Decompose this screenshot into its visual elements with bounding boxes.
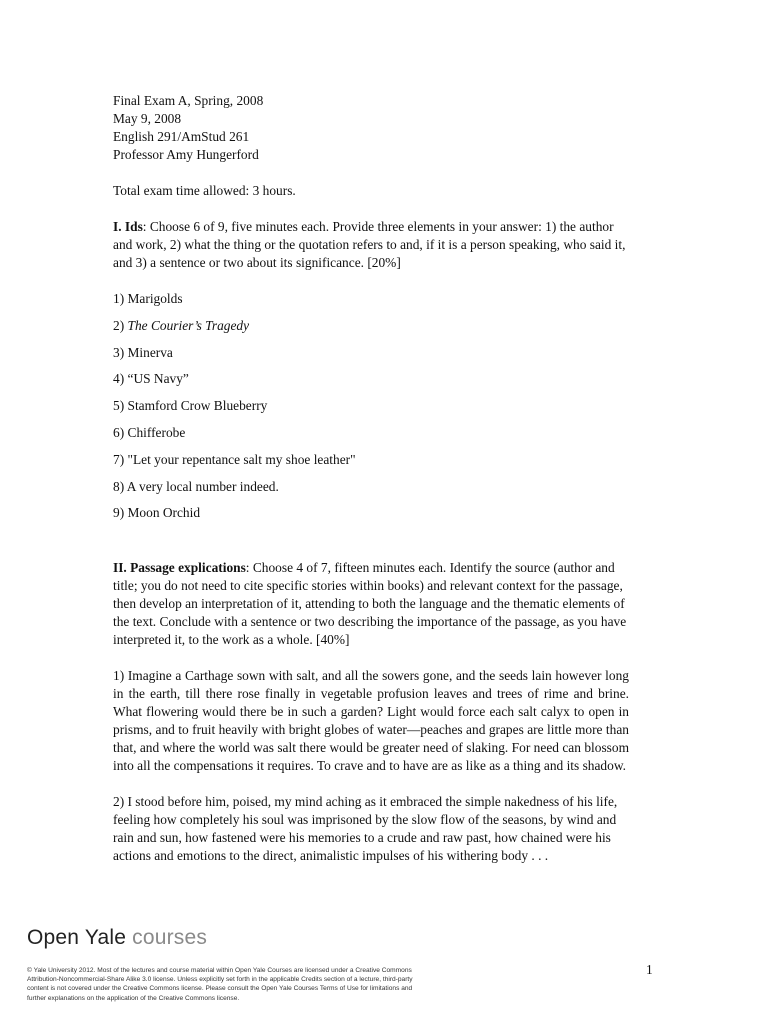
- course-number: English 291/AmStud 261: [113, 129, 250, 144]
- section1-instructions-text: : Choose 6 of 9, five minutes each. Provide three elements in your answer: 1) the author and work, 2) what the thing or the quotation refers to and, if it is a person speaking, who said it, and 3) a sentence or two about its significance. [20%]: [113, 219, 626, 270]
- id-item: [113, 424, 629, 442]
- section2-instructions-text: : Choose 4 of 7, fifteen minutes each. Identify the source (author and title; you do not need to cite specific stories within books) and relevant context for the passage, then develop an interpretation of it, attending to both the language and the thematic elements of the text. Conclude with a sentence or two describing the importance of the passage, as you have interpreted it, to the work as a whole. [40%]: [113, 560, 627, 648]
- professor-name: Professor Amy Hungerford: [113, 147, 259, 162]
- passage-2: 2) I stood before him, poised, my mind aching as it embraced the simple nakedness of his life, feeling how completely his soul was imprisoned by the slow flow of the seasons, by wind and rain and sun, how fastened were his memories to a crude and raw past, how chained were his actions and emotions to the direct, animalistic impulses of his withering body . . .: [113, 794, 618, 864]
- id-item-text: “US Navy”: [127, 371, 189, 387]
- id-item-number: 1): [113, 291, 128, 306]
- id-items-list: [113, 290, 629, 522]
- id-item: [113, 397, 629, 415]
- id-item-number: 2): [113, 317, 128, 333]
- id-item-text: Moon Orchid: [127, 505, 201, 521]
- logo-sub-text: courses: [126, 926, 208, 949]
- id-item-number: 7): [113, 451, 128, 467]
- id-item: [113, 478, 629, 496]
- id-item-text: Minerva: [127, 344, 173, 360]
- id-item-text: Stamford Crow Blueberry: [127, 398, 268, 414]
- id-item: [113, 317, 629, 335]
- id-item: [113, 344, 629, 362]
- exam-time-allowed: Total exam time allowed: 3 hours.: [113, 183, 296, 198]
- id-item-text: A very local number indeed.: [126, 478, 279, 494]
- id-item-text: Marigolds: [127, 291, 183, 306]
- page-number: 1: [646, 962, 653, 977]
- id-item: [113, 370, 629, 388]
- exam-title: Final Exam A, Spring, 2008: [113, 93, 264, 108]
- license-notice: © Yale University 2012. Most of the lectures and course material within Open Yale Courses are licensed under a Creative Commons Attribution-Noncommercial-Share Alike 3.0 license. Unless explicitly set forth in the applicable Credits section of a lecture, third-party content is not covered under the Creative Commons license. Please consult the Open Yale Courses Terms of Use for limitations and further explanations on the application of the Creative Commons license.: [27, 967, 413, 1002]
- exam-date: May 9, 2008: [113, 111, 182, 126]
- id-item-text: Chifferobe: [127, 424, 186, 440]
- id-item-number: 8): [113, 478, 127, 494]
- section1-heading: I. Ids: [113, 219, 143, 234]
- id-item-number: 5): [113, 398, 128, 414]
- open-yale-logo: [27, 926, 207, 950]
- id-item-text: The Courier’s Tragedy: [127, 317, 250, 333]
- exam-content: [113, 92, 629, 865]
- section2-heading: II. Passage explications: [113, 560, 246, 576]
- logo-main-text: Open Yale: [27, 926, 127, 949]
- id-item-number: 9): [113, 505, 128, 521]
- id-item-number: 4): [113, 371, 128, 387]
- id-item: [113, 504, 629, 522]
- section1-instructions: [113, 218, 629, 272]
- id-item-number: 6): [113, 424, 128, 440]
- id-item: [113, 451, 629, 469]
- id-item-number: 3): [113, 344, 128, 360]
- id-item: [113, 290, 629, 308]
- section2-instructions: [113, 559, 629, 649]
- id-item-text: "Let your repentance salt my shoe leather": [127, 451, 356, 467]
- passage-1: 1) Imagine a Carthage sown with salt, and all the sowers gone, and the seeds lain however long in the earth, till there rose finally in vegetable profusion leaves and trees of rime and brine. What flowering would there be in such a garden? Light would force each salt calyx to open in prisms, and to fruit heavily with bright globes of water—peaches and grapes are little more than that, and where the world was salt there would be greater need of slaking. For need can blossom into all the compensations it requires. To crave and to have are as like as a thing and its shadow.: [113, 668, 629, 774]
